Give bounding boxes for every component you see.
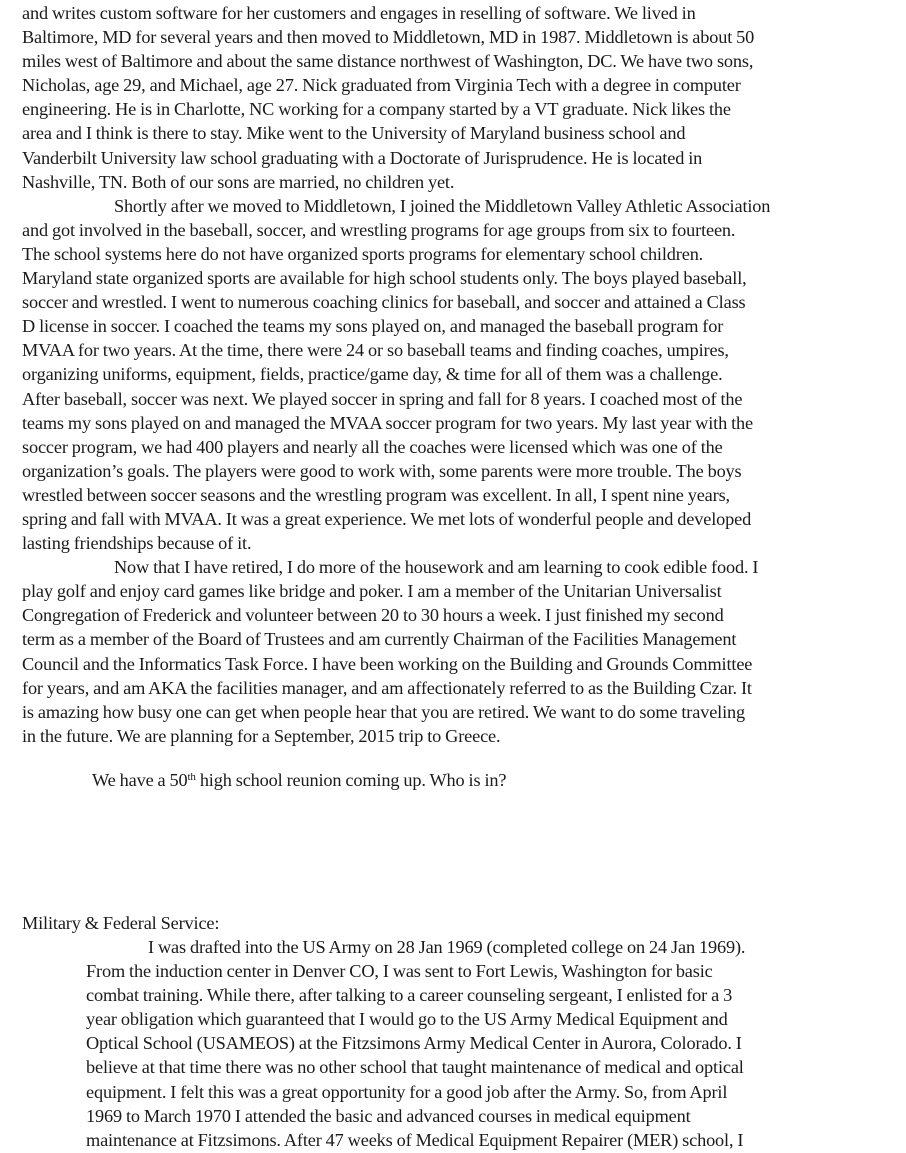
text-line: lasting friendships because of it. <box>22 533 252 554</box>
text-line: Baltimore, MD for several years and then moved to Middletown, MD in 1987. Middletown is about 50 <box>22 27 755 48</box>
text-line: believe at that time there was no other school that taught maintenance of medical and optical <box>86 1057 744 1078</box>
text-line: soccer and wrestled. I went to numerous coaching clinics for baseball, and soccer and attained a Class <box>22 292 746 313</box>
text-line: equipment. I felt this was a great opportunity for a good job after the Army. So, from April <box>86 1081 728 1102</box>
text-line: Now that I have retired, I do more of the housework and am learning to cook edible food. I <box>114 557 759 578</box>
mvaa-paragraph <box>22 194 888 555</box>
text-line: Council and the Informatics Task Force. I have been working on the Building and Grounds Committee <box>22 653 753 674</box>
text-line: 1969 to March 1970 I attended the basic and advanced courses in medical equipment <box>86 1105 691 1126</box>
reunion-text-before: We have a 50 <box>92 770 188 790</box>
reunion-superscript: th <box>187 771 196 783</box>
text-line: teams my sons played on and managed the MVAA soccer program for two years. My last year with the <box>22 412 753 433</box>
text-line: Nicholas, age 29, and Michael, age 27. Nick graduated from Virginia Tech with a degree in computer <box>22 75 741 96</box>
text-line: organization’s goals. The players were good to work with, some parents were more trouble. The boys <box>22 460 742 481</box>
family-paragraph <box>22 1 888 194</box>
text-line: is amazing how busy one can get when people hear that you are retired. We want to do some traveling <box>22 701 746 722</box>
reunion-paragraph <box>22 768 888 792</box>
reunion-line <box>22 768 888 792</box>
section-heading: Military & Federal Service: <box>22 913 220 933</box>
text-line: Optical School (USAMEOS) at the Fitzsimons Army Medical Center in Aurora, Colorado. I <box>86 1033 742 1054</box>
text-line: for years, and am AKA the facilities manager, and am affectionately referred to as the Building Czar. It <box>22 677 752 698</box>
text-line: Shortly after we moved to Middletown, I joined the Middletown Valley Athletic Association <box>114 195 771 216</box>
text-line: soccer program, we had 400 players and nearly all the coaches were licensed which was one of the <box>22 436 723 457</box>
text-line: I was drafted into the US Army on 28 Jan 1969 (completed college on 24 Jan 1969). <box>148 937 746 957</box>
text-line: D license in soccer. I coached the teams my sons played on, and managed the baseball program for <box>22 316 724 337</box>
text-line: Congregation of Frederick and volunteer between 20 to 30 hours a week. I just finished my second <box>22 605 724 626</box>
text-line: Vanderbilt University law school graduating with a Doctorate of Jurisprudence. He is located in <box>22 147 703 168</box>
retirement-paragraph <box>22 555 888 748</box>
text-line: miles west of Baltimore and about the same distance northwest of Washington, DC. We have two sons, <box>22 51 754 72</box>
main-text-body <box>22 1 888 748</box>
text-line: After baseball, soccer was next. We played soccer in spring and fall for 8 years. I coached most of the <box>22 388 743 409</box>
text-line: MVAA for two years. At the time, there were 24 or so baseball teams and finding coaches, umpires, <box>22 340 729 361</box>
text-line: maintenance at Fitzsimons. After 47 weeks of Medical Equipment Repairer (MER) school, I <box>86 1129 744 1150</box>
text-line: The school systems here do not have organized sports programs for elementary school children. <box>22 243 704 264</box>
text-line: play golf and enjoy card games like bridge and poker. I am a member of the Unitarian Universalist <box>22 581 722 602</box>
text-line: term as a member of the Board of Trustees and am currently Chairman of the Facilities Management <box>22 629 737 650</box>
text-line: in the future. We are planning for a September, 2015 trip to Greece. <box>22 725 501 746</box>
text-line: combat training. While there, after talking to a career counseling sergeant, I enlisted for a 3 <box>86 985 733 1006</box>
text-line: From the induction center in Denver CO, I was sent to Fort Lewis, Washington for basic <box>86 961 713 982</box>
text-line: and writes custom software for her customers and engages in reselling of software. We lived in <box>22 3 696 23</box>
text-line: engineering. He is in Charlotte, NC working for a company started by a VT graduate. Nick likes the <box>22 99 731 120</box>
text-line: spring and fall with MVAA. It was a great experience. We met lots of wonderful people and developed <box>22 508 752 529</box>
reunion-text-after: high school reunion coming up. Who is in? <box>195 770 507 790</box>
text-line: wrestled between soccer seasons and the wrestling program was excellent. In all, I spent nine years, <box>22 484 730 505</box>
text-line: organizing uniforms, equipment, fields, practice/game day, & time for all of them was a challenge. <box>22 364 723 385</box>
text-line: and got involved in the baseball, soccer, and wrestling programs for age groups from six to fourteen. <box>22 219 736 240</box>
military-paragraph <box>86 935 886 1152</box>
military-heading-block <box>22 911 888 935</box>
text-line: Nashville, TN. Both of our sons are married, no children yet. <box>22 171 455 192</box>
text-line: area and I think is there to stay. Mike went to the University of Maryland business school and <box>22 123 686 144</box>
text-line: Maryland state organized sports are available for high school students only. The boys played baseball, <box>22 268 747 289</box>
text-line: year obligation which guaranteed that I would go to the US Army Medical Equipment and <box>86 1009 728 1030</box>
